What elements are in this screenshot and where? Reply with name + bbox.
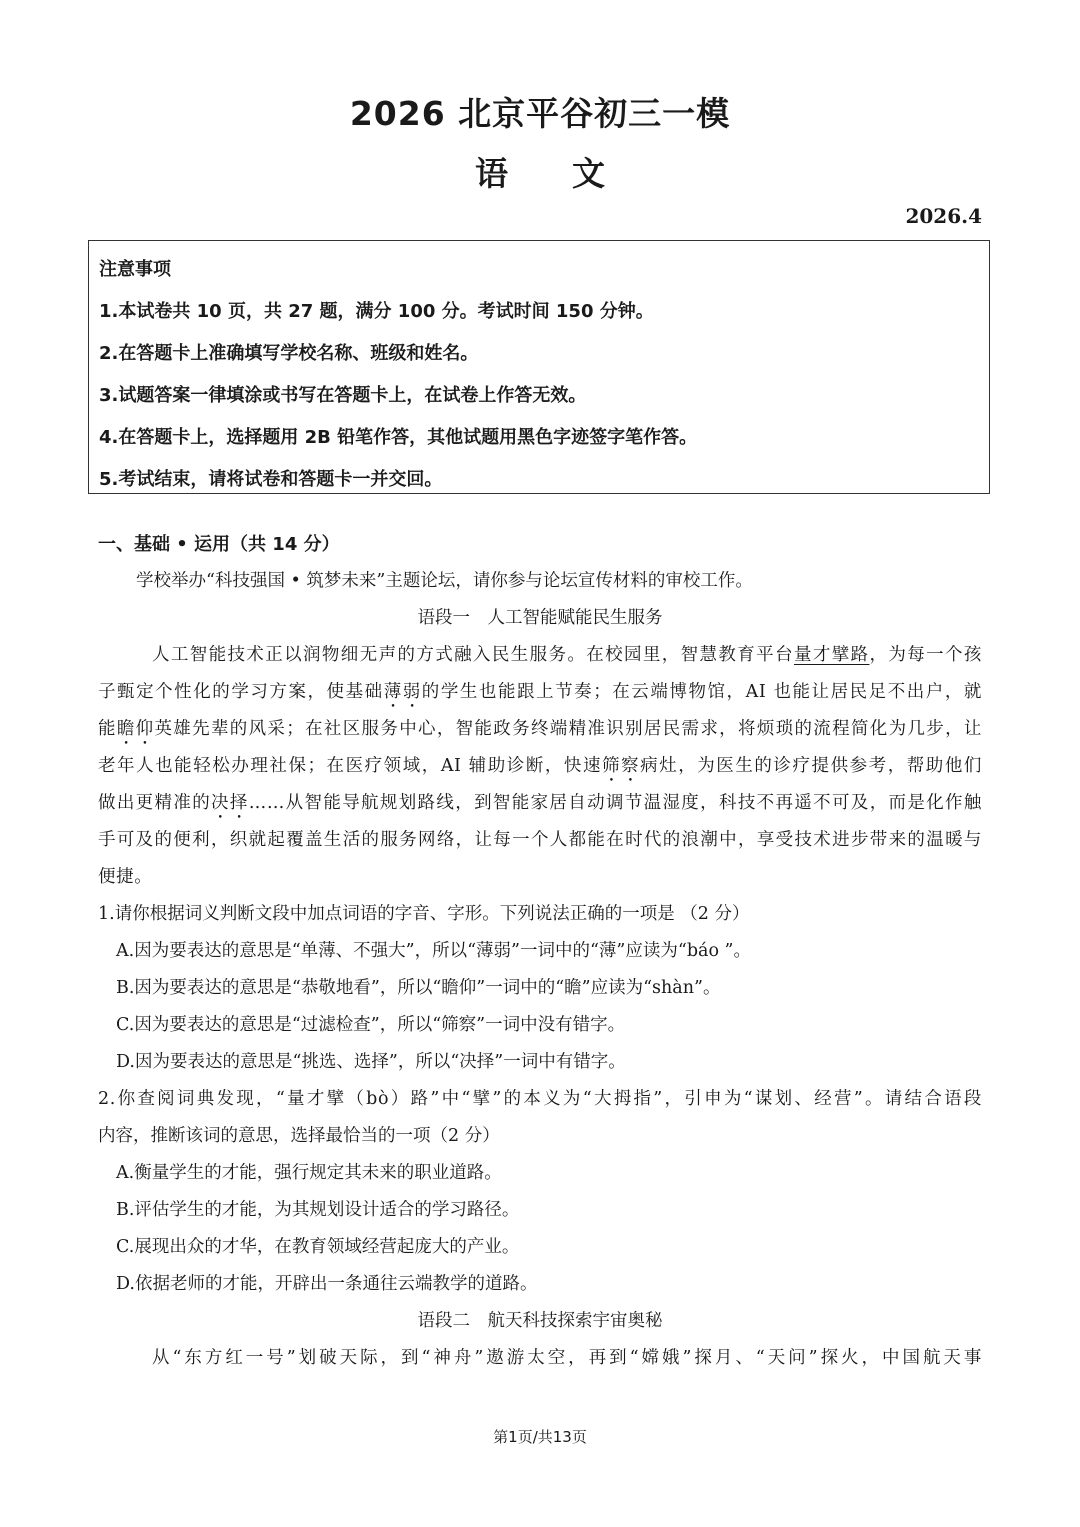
dotted-term: 筛察 [602, 756, 641, 776]
section-intro: 学校举办“科技强国 • 筑梦未来”主题论坛，请你参与论坛宣传材料的审校工作。 [136, 571, 753, 591]
question-2-option-b: B.评估学生的才能，为其规划设计适合的学习路径。 [116, 1200, 520, 1220]
question-1-stem: 1.请你根据词义判断文段中加点词语的字音、字形。下列说法正确的一项是 （2 分） [98, 904, 750, 924]
question-1-option-d: D.因为要表达的意思是“挑选、选择”，所以“决择”一词中有错字。 [116, 1052, 626, 1072]
passage1-line: 子甄定个性化的学习方案，使基础薄弱的学生也能跟上节奏；在云端博物馆，AI 也能让居民足不出户，就 [98, 682, 983, 702]
notice-item: 2.在答题卡上准确填写学校名称、班级和姓名。 [99, 343, 479, 364]
question-2-stem: 2.你查阅词典发现，“量才擘（bò）路”中“擘”的本义为“大拇指”，引申为“谋划、经营”。请结合语段 [98, 1089, 982, 1109]
question-1-option-c: C.因为要表达的意思是“过滤检查”，所以“筛察”一词中没有错字。 [116, 1015, 626, 1035]
passage1-line: 老年人也能轻松办理社保；在医疗领域，AI 辅助诊断，快速筛察病灶，为医生的诊疗提供参考，帮助他们 [98, 756, 982, 776]
question-2-option-d: D.依据老师的才能，开辟出一条通往云端教学的道路。 [116, 1274, 538, 1294]
notice-item: 3.试题答案一律填涂或书写在答题卡上，在试卷上作答无效。 [99, 385, 587, 406]
passage1-line: 便捷。 [98, 867, 153, 887]
notice-item: 1.本试卷共 10 页，共 27 题，满分 100 分。考试时间 150 分钟。 [99, 301, 654, 322]
passage1-title: 语段一 人工智能赋能民生服务 [417, 608, 663, 628]
passage1-line: 人工智能技术正以润物细无声的方式融入民生服务。在校园里，智慧教育平台量才擘路，为每一个孩 [152, 645, 982, 665]
section-heading: 一、基础 • 运用（共 14 分） [98, 534, 340, 555]
notice-item: 4.在答题卡上，选择题用 2B 铅笔作答，其他试题用黑色字迹签字笔作答。 [99, 427, 698, 448]
underlined-term: 量才擘路 [793, 645, 870, 665]
question-2-option-c: C.展现出众的才华，在教育领域经营起庞大的产业。 [116, 1237, 520, 1257]
exam-date: 2026.4 [905, 204, 982, 228]
subject-char-2: 文 [572, 154, 605, 193]
subject-char-1: 语 [475, 154, 508, 193]
passage2-title: 语段二 航天科技探索宇宙奥秘 [417, 1311, 663, 1331]
dotted-term: 薄弱 [383, 682, 422, 702]
exam-title: 2026 北京平谷初三一模 [349, 94, 731, 133]
exam-content [98, 526, 982, 1377]
question-2-stem: 内容，推断该词的意思，选择最恰当的一项（2 分） [98, 1126, 500, 1146]
question-2-option-a: A.衡量学生的才能，强行规定其未来的职业道路。 [116, 1163, 502, 1183]
question-1-option-b: B.因为要表达的意思是“恭敬地看”，所以“瞻仰”一词中的“瞻”应读为“shàn”。 [116, 978, 721, 998]
notice-heading: 注意事项 [99, 259, 171, 280]
question-1-option-a: A.因为要表达的意思是“单薄、不强大”，所以“薄弱”一词中的“薄”应读为“báo ”。 [116, 941, 752, 961]
notice-item: 5.考试结束，请将试卷和答题卡一并交回。 [99, 469, 443, 490]
passage1-line: 做出更精准的决择……从智能导航规划路线，到智能家居自动调节温湿度，科技不再遥不可及，而是化作触 [98, 793, 982, 813]
notice-box [88, 240, 990, 494]
passage1-line: 能瞻仰英雄先辈的风采；在社区服务中心，智能政务终端精准识别居民需求，将烦琐的流程简化为几步，让 [98, 719, 982, 739]
dotted-term: 瞻仰 [116, 719, 155, 739]
passage1-line: 手可及的便利，织就起覆盖生活的服务网络，让每一个人都能在时代的浪潮中，享受技术进步带来的温暖与 [98, 830, 982, 850]
page-number: 第1页/共13页 [493, 1428, 587, 1446]
passage2-line: 从“东方红一号”划破天际，到“神舟”遨游太空，再到“嫦娥”探月、“天问”探火，中国航天事 [152, 1348, 982, 1368]
dotted-term: 决择 [211, 793, 249, 813]
subject-title [0, 148, 1080, 195]
